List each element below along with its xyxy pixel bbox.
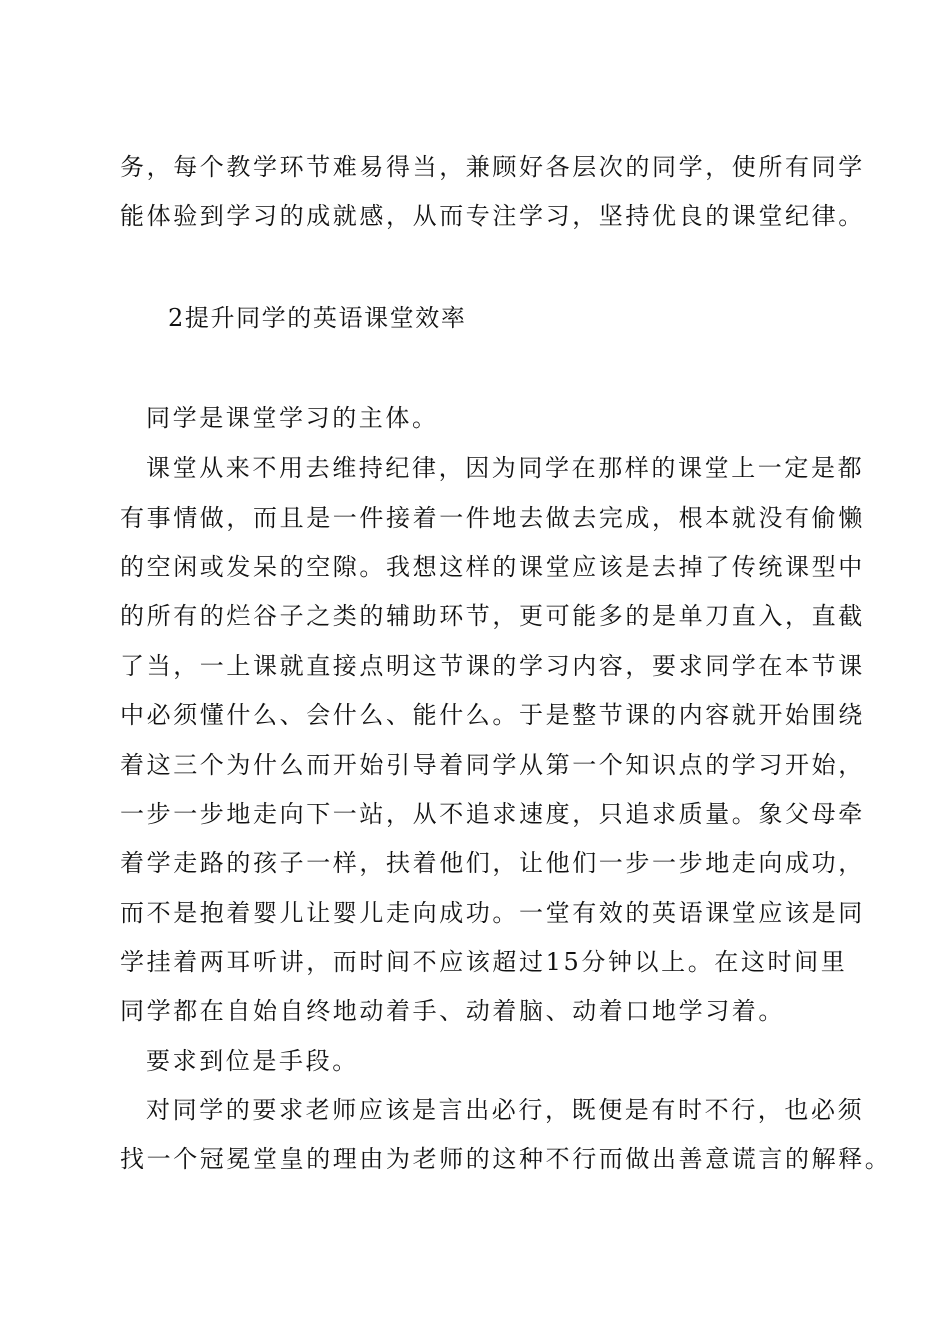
paragraph-lead: 要求到位是手段。 (146, 1047, 359, 1075)
paragraph-line: 找一个冠冕堂皇的理由为老师的这种不行而做出善意谎言的解释。 (120, 1145, 892, 1173)
paragraph-lead: 同学是课堂学习的主体。 (146, 404, 439, 432)
paragraph-line: 着这三个为什么而开始引导着同学从第一个知识点的学习开始， (120, 751, 865, 779)
paragraph-line: 中必须懂什么、会什么、能什么。于是整节课的内容就开始围绕 (120, 701, 865, 729)
paragraph-line: 对同学的要求老师应该是言出必行，既便是有时不行，也必须 (146, 1096, 865, 1124)
paragraph-line: 课堂从来不用去维持纪律，因为同学在那样的课堂上一定是都 (146, 454, 865, 482)
paragraph-line: 同学都在自始自终地动着手、动着脑、动着口地学习着。 (120, 997, 785, 1025)
paragraph-line: 学挂着两耳听讲，而时间不应该超过15分钟以上。在这时间里 (120, 948, 848, 976)
section-heading: 2提升同学的英语课堂效率 (168, 304, 467, 332)
paragraph-line: 能体验到学习的成就感，从而专注学习，坚持优良的课堂纪律。 (120, 202, 865, 230)
paragraph-line: 而不是抱着婴儿让婴儿走向成功。一堂有效的英语课堂应该是同 (120, 899, 865, 927)
paragraph-line: 务，每个教学环节难易得当，兼顾好各层次的同学，使所有同学 (120, 153, 865, 181)
paragraph-line: 的空闲或发呆的空隙。我想这样的课堂应该是去掉了传统课型中 (120, 553, 865, 581)
paragraph-line: 了当，一上课就直接点明这节课的学习内容，要求同学在本节课 (120, 652, 865, 680)
paragraph-line: 有事情做，而且是一件接着一件地去做去完成，根本就没有偷懒 (120, 504, 865, 532)
paragraph-line: 着学走路的孩子一样，扶着他们，让他们一步一步地走向成功， (120, 849, 865, 877)
paragraph-line: 的所有的烂谷子之类的辅助环节，更可能多的是单刀直入，直截 (120, 602, 865, 630)
paragraph-line: 一步一步地走向下一站，从不追求速度，只追求质量。象父母牵 (120, 800, 865, 828)
